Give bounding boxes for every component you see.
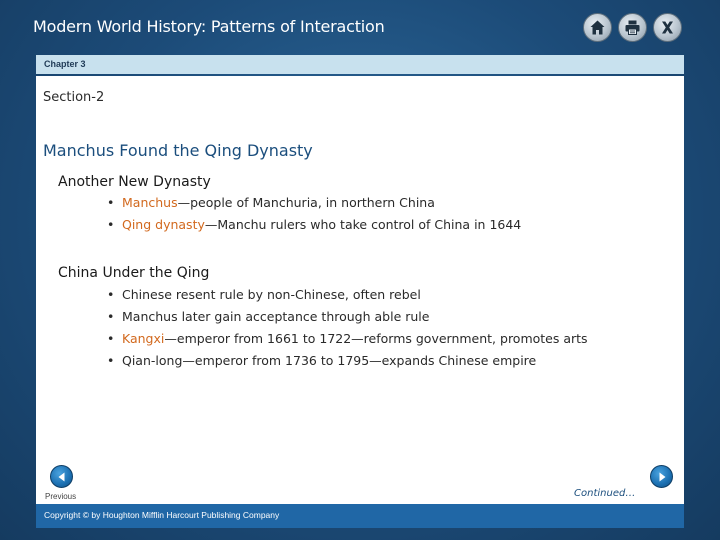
continued-label: Continued…	[574, 488, 636, 499]
list-item: • Manchus—people of Manchuria, in northern China	[107, 195, 435, 210]
previous-button[interactable]	[50, 465, 73, 488]
content-panel	[36, 76, 684, 504]
chapter-bar	[36, 55, 684, 74]
list-item: • Kangxi—emperor from 1661 to 1722—reforms government, promotes arts	[107, 331, 588, 346]
print-button[interactable]	[618, 13, 647, 42]
term-label: Kangxi	[122, 331, 165, 346]
close-button[interactable]	[653, 13, 682, 42]
bullet-text: —Manchu rulers who take control of China in 1644	[204, 217, 522, 232]
group-title: China Under the Qing	[58, 265, 210, 281]
presentation-title: Modern World History: Patterns of Interaction	[33, 17, 385, 36]
bullet-text: Manchus later gain acceptance through able rule	[122, 309, 430, 324]
group-title: Another New Dynasty	[58, 174, 211, 190]
list-item: • Qing dynasty—Manchu rulers who take control of China in 1644	[107, 217, 522, 232]
bullet-text: Qian-long—emperor from 1736 to 1795—expands Chinese empire	[122, 353, 537, 368]
section-label: Section-2	[43, 90, 105, 105]
previous-label[interactable]: Previous	[45, 492, 77, 501]
list-item: • Manchus later gain acceptance through able rule	[107, 309, 430, 324]
term-label: Manchus	[122, 195, 178, 210]
bullet-text: —emperor from 1661 to 1722—reforms government, promotes arts	[164, 331, 588, 346]
top-toolbar	[583, 13, 682, 42]
next-button[interactable]	[650, 465, 673, 488]
chapter-label: Chapter 3	[44, 59, 86, 69]
print-icon	[624, 19, 641, 36]
footer-bar	[36, 504, 684, 528]
bullet-text: Chinese resent rule by non-Chinese, often rebel	[122, 287, 421, 302]
term-label: Qing dynasty	[122, 217, 205, 232]
slide-heading: Manchus Found the Qing Dynasty	[43, 141, 313, 160]
arrow-right-icon	[656, 471, 668, 483]
next-label[interactable]: Next	[652, 492, 669, 501]
bullet-text: —people of Manchuria, in northern China	[177, 195, 435, 210]
bullet-list	[107, 284, 588, 372]
home-button[interactable]	[583, 13, 612, 42]
home-icon	[589, 19, 606, 36]
copyright-text: Copyright © by Houghton Mifflin Harcourt Publishing Company	[44, 510, 280, 520]
list-item: • Chinese resent rule by non-Chinese, often rebel	[107, 287, 421, 302]
list-item: • Qian-long—emperor from 1736 to 1795—expands Chinese empire	[107, 353, 537, 368]
arrow-left-icon	[56, 471, 68, 483]
bullet-list	[107, 192, 521, 236]
close-icon	[659, 19, 676, 36]
